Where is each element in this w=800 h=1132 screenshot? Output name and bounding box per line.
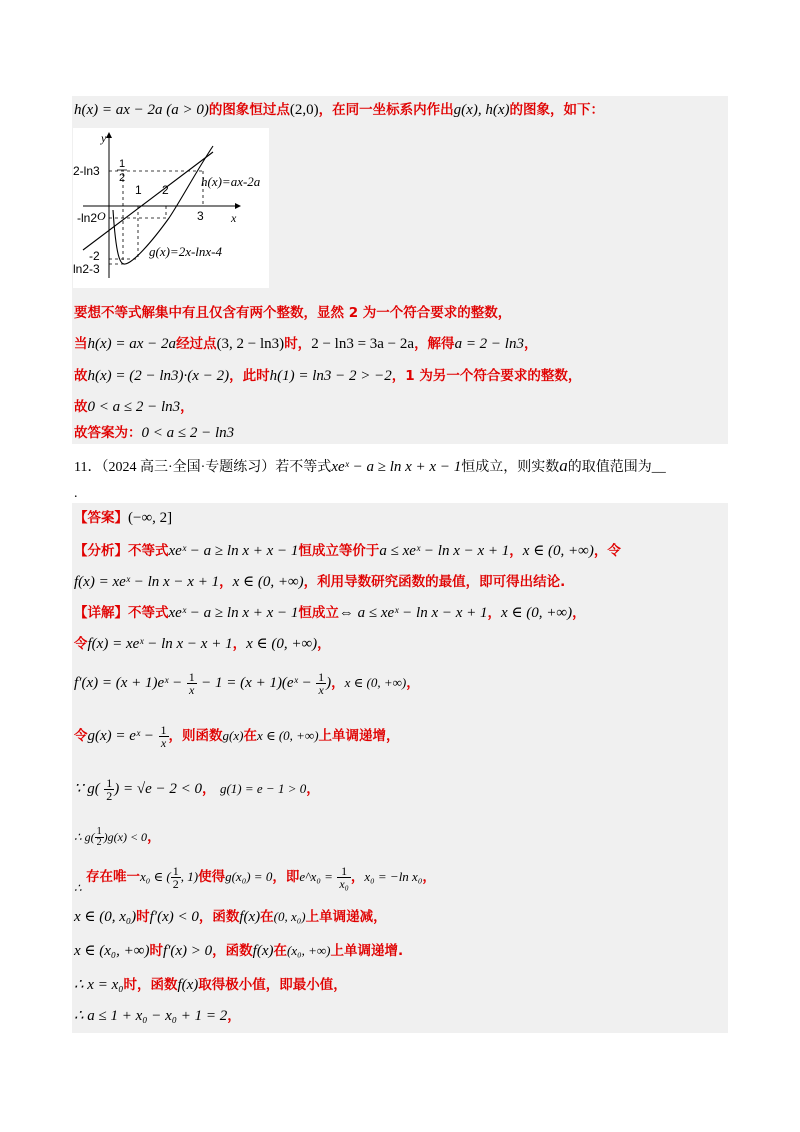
fraction-1-over-x: $\frac{1}{x}$ <box>188 669 195 697</box>
x-axis-label: x <box>231 211 237 225</box>
x-axis-arrow <box>235 203 241 209</box>
y-axis-arrow <box>106 132 112 138</box>
line-two-integers: 要想不等式解集中有且仅含有两个整数，显然 2 为一个符合要求的整数， <box>74 305 512 321</box>
tick-x2: 2 <box>162 183 169 197</box>
fraction-1-over-2: $\frac{1}{2}$ <box>106 775 113 803</box>
line-final-answer: 故答案为：0 < a ≤ 2 − ln3 <box>74 425 235 441</box>
line-h-formula: 故h(x) = (2 − ln3)·(x − 2)，此时h(1) = ln3 − 2 > −2，1 为另一个符合要求的整数， <box>74 368 582 384</box>
question-trailing-dot: . <box>74 486 78 501</box>
tick-neg2: -2 <box>89 249 100 263</box>
y-axis-label: y <box>101 131 107 145</box>
fraction-1-over-2-c: $\frac{1}{2}$ <box>172 863 179 891</box>
detail-line-minimum: ∴ x = x₀时，函数f(x)取得极小值，即最小值， <box>74 977 347 993</box>
tick-half-num: 1 <box>119 158 126 170</box>
detail-line-g-def: 令g(x) = eˣ − $\frac{1}{x}$ ，则函数g(x)在x ∈ (0, +∞)上单调递增， <box>74 722 400 750</box>
tick-2ln3: 2-ln3 <box>73 164 100 178</box>
line-range: 故0 < a ≤ 2 − ln3， <box>74 399 194 415</box>
question-11: 11．（2024 高三·全国·专题练习）若不等式xeˣ − a ≥ ln x + x − 1恒成立，则实数a的取值范围为__ <box>74 456 666 475</box>
fraction-1-over-2-b: $\frac{1}{2}$ <box>96 825 102 848</box>
tick-x3: 3 <box>197 209 204 223</box>
line-through-point: 当h(x) = ax − 2a经过点(3, 2 − ln3)时，2 − ln3 = 3a − 2a，解得a = 2 − ln3， <box>74 336 538 352</box>
therefore-symbol: ∴ <box>74 881 82 895</box>
answer-line: 【答案】(−∞, 2] <box>74 510 173 526</box>
h-line <box>83 152 213 250</box>
tick-neg-ln2: -ln2 <box>77 211 98 225</box>
detail-line-unique-root: 存在唯一x₀ ∈ ( $\frac{1}{2}$ , 1)使得g(x₀) = 0，即e^x₀ = $\frac{1}{\text{x₀}}$ ，x₀ = −ln x₀， <box>86 863 436 891</box>
detail-line-1: 【详解】不等式xeˣ − a ≥ ln x + x − 1恒成立⇔ a ≤ xeˣ − ln x − x + 1，x ∈ (0, +∞)， <box>74 605 586 621</box>
tick-ln2-3: ln2-3 <box>73 262 100 276</box>
analysis-line-2: f(x) = xeˣ − ln x − x + 1，x ∈ (0, +∞)，利用导数研究函数的最值，即可得出结论. <box>74 574 566 590</box>
tick-half-den: 2 <box>119 172 126 184</box>
detail-line-because: ∵ g( $\frac{1}{2}$ ) = √e − 2 < 0， g(1) = e − 1 > 0， <box>74 775 320 803</box>
analysis-line-1: 【分析】不等式xeˣ − a ≥ ln x + x − 1恒成立等价于a ≤ xeˣ − ln x − x + 1，x ∈ (0, +∞)，令 <box>74 543 621 559</box>
origin-label: O <box>97 209 106 223</box>
fraction-1-over-x-3: $\frac{1}{x}$ <box>160 722 167 750</box>
fraction-1-over-x-2: $\frac{1}{x}$ <box>318 669 325 697</box>
h-label: h(x)=ax-2a <box>201 174 261 189</box>
function-graph <box>73 128 269 288</box>
detail-line-2: 令f(x) = xeˣ − ln x − x + 1，x ∈ (0, +∞)， <box>74 636 331 652</box>
graph-svg <box>73 128 269 288</box>
fraction-1-over-x0: $\frac{1}{\text{x₀}}$ <box>339 863 349 891</box>
detail-line-increasing: x ∈ (x₀, +∞)时f′(x) > 0，函数f(x)在(x₀, +∞)上单调递增. <box>74 943 404 959</box>
detail-line-conclusion: ∴ a ≤ 1 + x₀ − x₀ + 1 = 2， <box>74 1008 241 1024</box>
tick-x1: 1 <box>135 183 142 197</box>
detail-line-decreasing: x ∈ (0, x₀)时f′(x) < 0，函数f(x)在(0, x₀)上单调递减， <box>74 909 387 925</box>
detail-line-therefore-product: ∴ g( $\frac{1}{2}$ )g(x) < 0， <box>74 825 161 848</box>
detail-line-derivative: f′(x) = (x + 1)eˣ − $\frac{1}{x}$ − 1 = (x + 1)(eˣ − $\frac{1}{x}$ )，x ∈ (0, +∞)， <box>74 669 420 697</box>
line-intro: h(x) = ax − 2a (a > 0)的图象恒过点(2,0)，在同一坐标系内作出g(x), h(x)的图象，如下： <box>74 102 604 118</box>
g-label: g(x)=2x-lnx-4 <box>149 244 223 259</box>
